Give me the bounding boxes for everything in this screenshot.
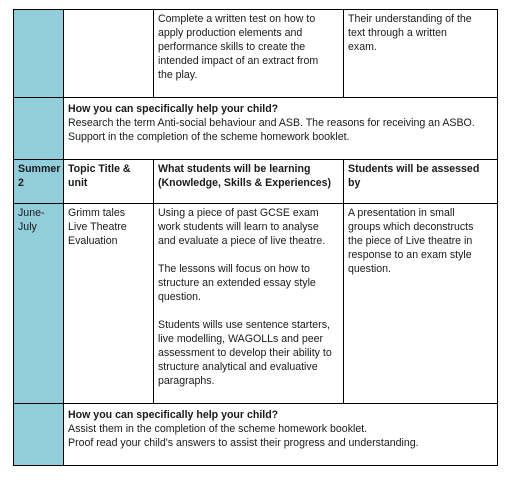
learning-line: structure analytical and evaluative	[158, 361, 318, 373]
topic-header-line: Topic Title &	[68, 163, 131, 175]
help-line: Research the term Anti-social behaviour and ASB. The reasons for receiving an ASBO.	[68, 117, 475, 129]
learning-cell	[154, 10, 344, 98]
table-header-row	[14, 160, 498, 204]
curriculum-table	[13, 9, 498, 466]
term-header-line: 2	[18, 177, 24, 189]
assessed-header-cell	[344, 160, 498, 204]
paragraph-gap	[158, 248, 339, 262]
learning-line: the play.	[158, 69, 198, 81]
learning-line: intended impact of an extract from	[158, 55, 319, 67]
term-cell-empty	[14, 98, 64, 160]
term-cell-empty	[14, 404, 64, 466]
table-row	[14, 98, 498, 160]
term-header-cell	[14, 160, 64, 204]
assessed-header-line: Students will be assessed	[348, 163, 480, 175]
topic-cell-empty	[64, 10, 154, 98]
assessed-cell	[344, 204, 498, 404]
learning-line: paragraphs.	[158, 375, 215, 387]
topic-line: Live Theatre	[68, 221, 127, 233]
assessed-header-line: by	[348, 177, 361, 189]
topic-cell	[64, 204, 154, 404]
term-cell-empty	[14, 10, 64, 98]
learning-line: Students wills use sentence starters,	[158, 319, 330, 331]
assessed-line: Their understanding of the	[348, 13, 472, 25]
term-line: July	[18, 221, 37, 233]
assessed-line: A presentation in small	[348, 207, 455, 219]
topic-header-cell	[64, 160, 154, 204]
learning-line: structure an extended essay style	[158, 277, 316, 289]
paragraph-gap	[158, 304, 339, 318]
assessed-line: response to an exam style	[348, 249, 472, 261]
table-row	[14, 204, 498, 404]
assessed-line: question.	[348, 263, 391, 275]
learning-line: question.	[158, 291, 201, 303]
help-line: Assist them in the completion of the scheme homework booklet.	[68, 423, 368, 435]
learning-line: The lessons will focus on how to	[158, 263, 310, 275]
learning-line: performance skills to create the	[158, 41, 306, 53]
assessed-line: exam.	[348, 41, 377, 53]
table-row	[14, 10, 498, 98]
learning-line: live modelling, WAGOLLs and peer	[158, 333, 324, 345]
learning-line: and evaluate a piece of live theatre.	[158, 235, 326, 247]
assessed-cell	[344, 10, 498, 98]
learning-header-cell	[154, 160, 344, 204]
learning-line: Using a piece of past GCSE exam	[158, 207, 319, 219]
table-row	[14, 404, 498, 466]
assessed-line: groups which deconstructs	[348, 221, 474, 233]
topic-header-line: unit	[68, 177, 88, 189]
learning-line: apply production elements and	[158, 27, 303, 39]
learning-line: Complete a written test on how to	[158, 13, 316, 25]
learning-header-line: What students will be learning	[158, 163, 311, 175]
help-heading: How you can specifically help your child?	[68, 409, 279, 421]
assessed-line: text through a written	[348, 27, 447, 39]
term-cell	[14, 204, 64, 404]
help-cell	[64, 98, 498, 160]
learning-header-line: (Knowledge, Skills & Experiences)	[158, 177, 332, 189]
term-header-line: Summer	[18, 163, 61, 175]
learning-line: work students will learn to analyse	[158, 221, 319, 233]
help-heading: How you can specifically help your child?	[68, 103, 279, 115]
help-line: Proof read your child's answers to assist their progress and understanding.	[68, 437, 419, 449]
topic-line: Evaluation	[68, 235, 118, 247]
topic-line: Grimm tales	[68, 207, 126, 219]
assessed-line: the piece of Live theatre in	[348, 235, 473, 247]
learning-cell	[154, 204, 344, 404]
term-line: June-	[18, 207, 45, 219]
help-line: Support in the completion of the scheme homework booklet.	[68, 131, 350, 143]
help-cell	[64, 404, 498, 466]
learning-line: assessment to develop their ability to	[158, 347, 332, 359]
